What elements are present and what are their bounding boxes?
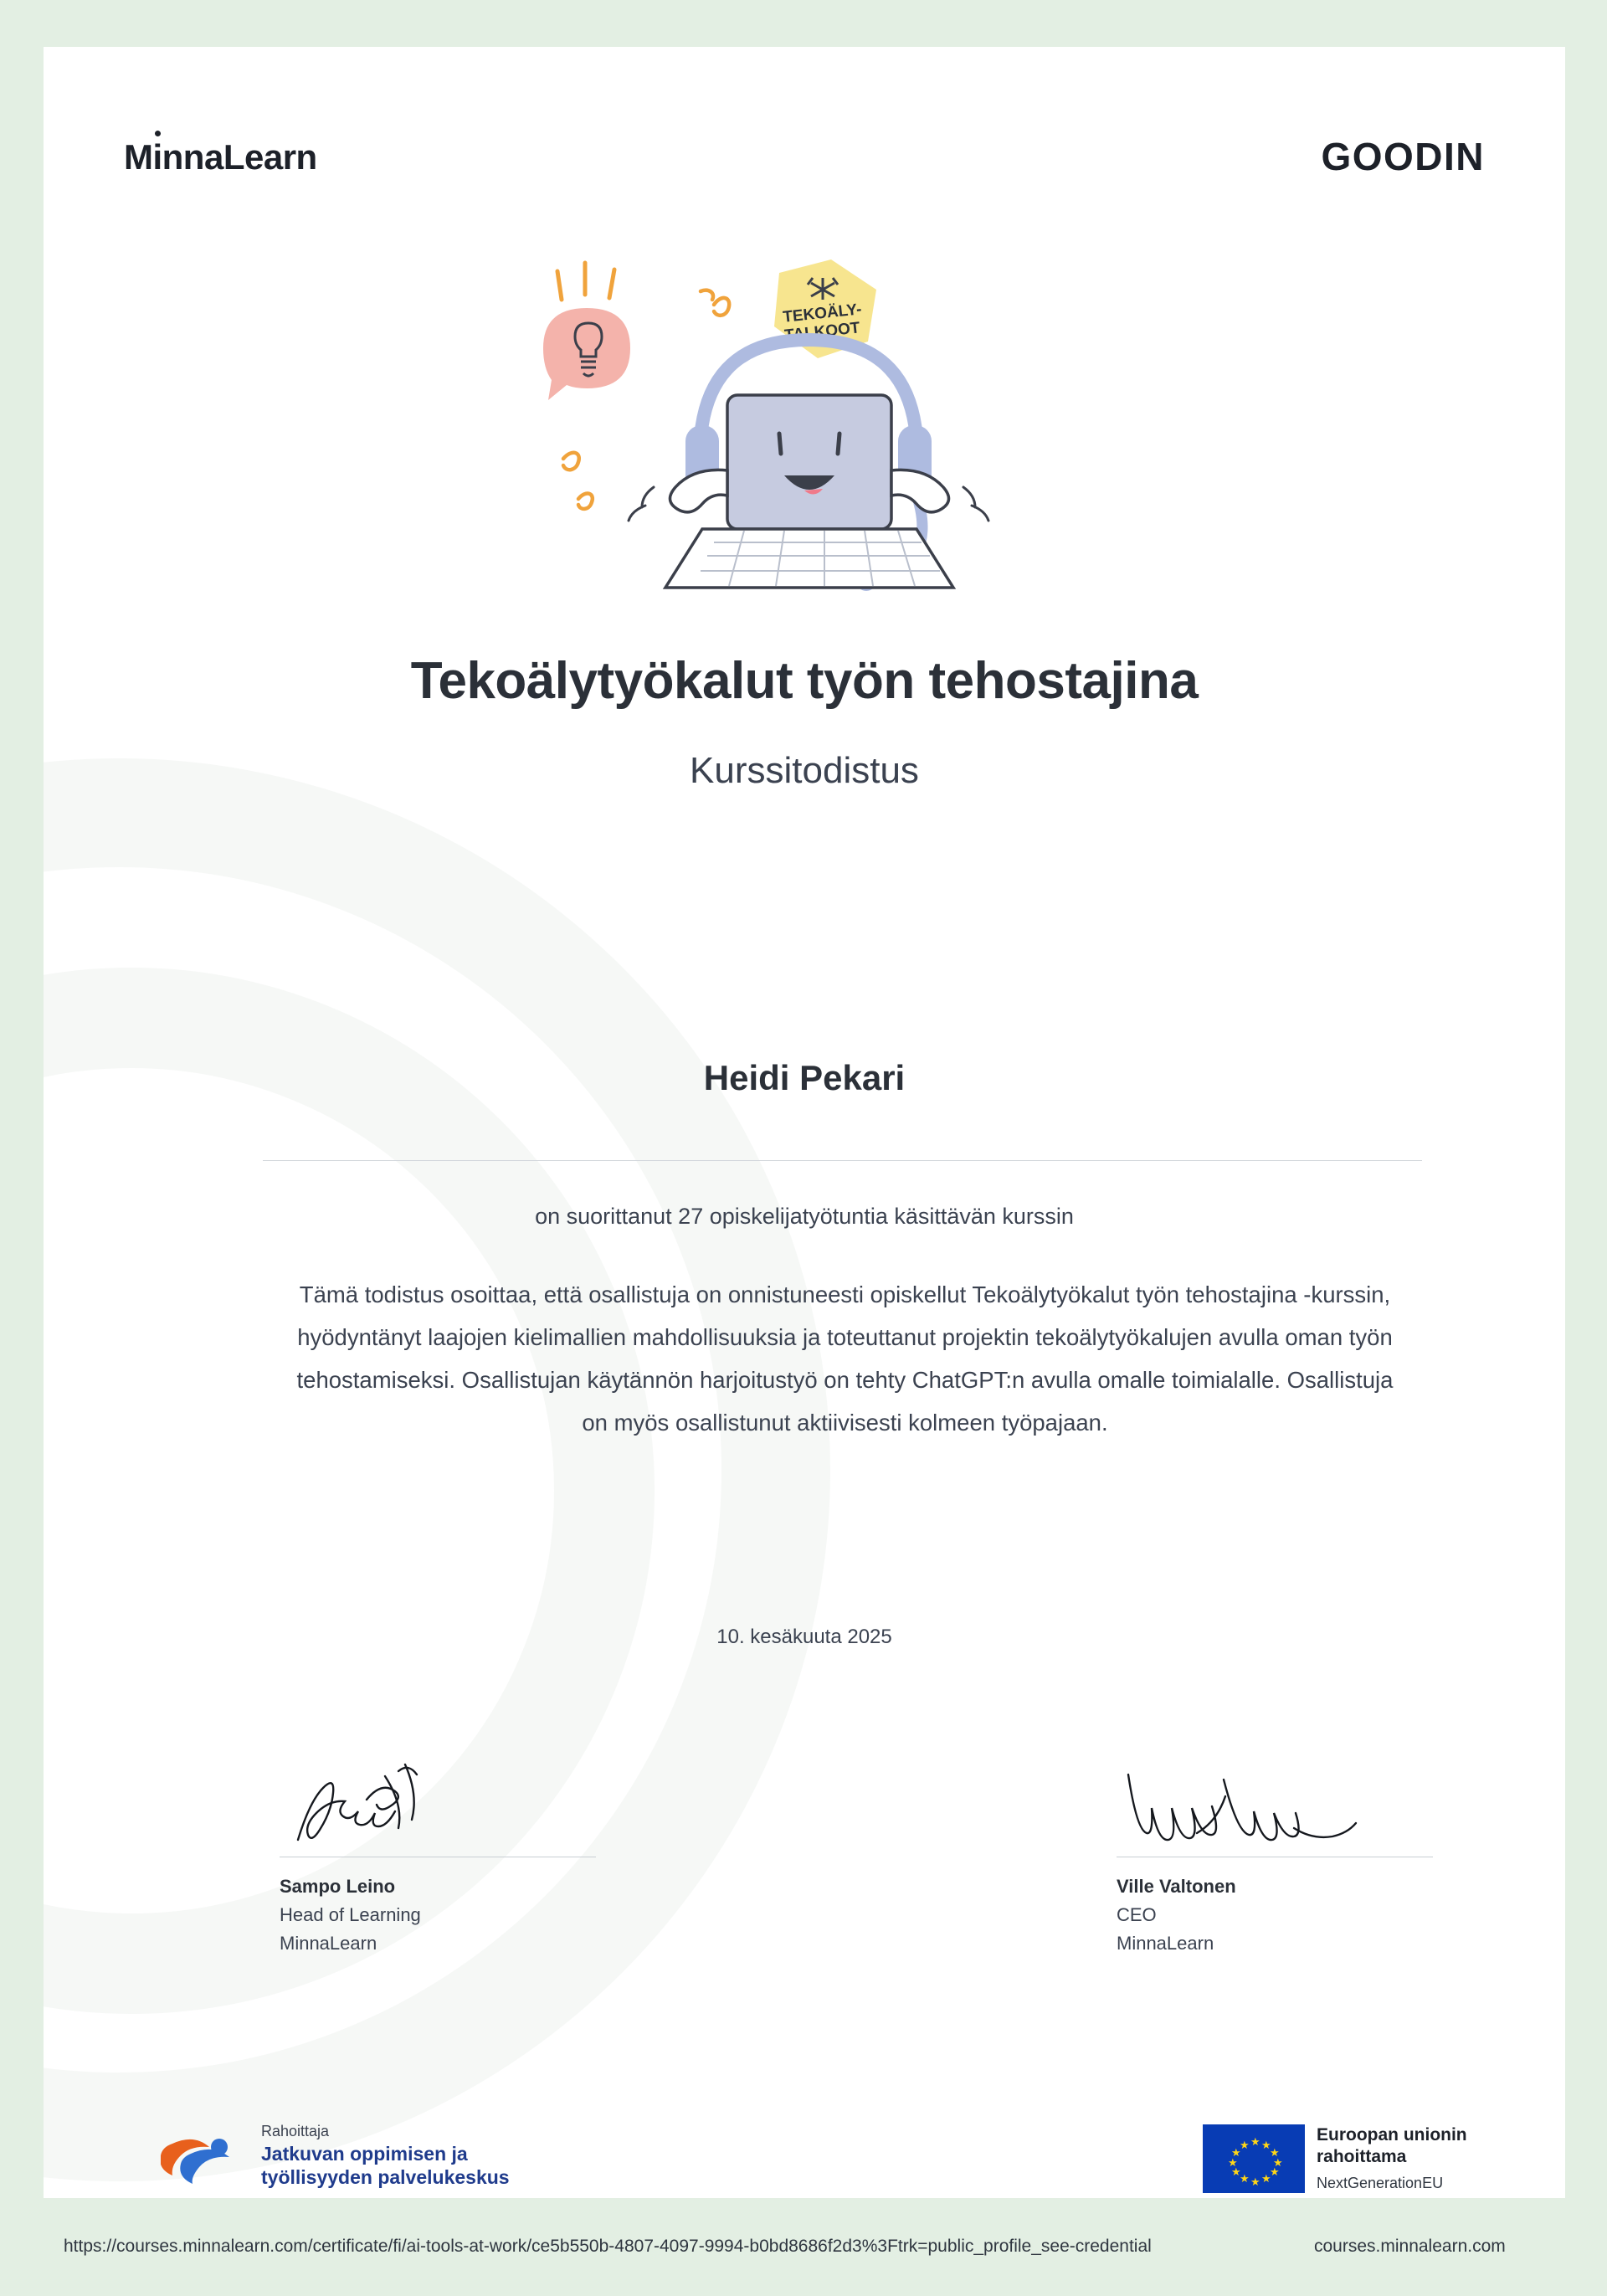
issue-date: 10. kesäkuuta 2025 <box>716 1626 892 1648</box>
funder-name-line-1: Jatkuvan oppimisen ja <box>261 2143 468 2165</box>
signatory-name-1: Sampo Leino <box>280 1876 396 1897</box>
funder-name-line-2: työllisyyden palvelukeskus <box>261 2166 510 2188</box>
course-illustration <box>528 248 1081 599</box>
signatory-role-1: Head of Learning <box>280 1904 421 1925</box>
certificate-type: Kurssitodistus <box>690 750 919 791</box>
recipient-name: Heidi Pekari <box>703 1058 906 1097</box>
goodin-logo: GOODIN <box>1321 135 1485 178</box>
print-footer-url: https://courses.minnalearn.com/certificate/fi/ai-tools-at-work/ce5b550b-4807-4097-9994-b0bd8686f2d3%3Ftrk=public_profile_see-credential <box>64 2237 1152 2256</box>
certificate-sheet <box>44 47 1565 2198</box>
signatory-name-2: Ville Valtonen <box>1117 1876 1236 1897</box>
signature-mark-2 <box>1117 1746 1393 1855</box>
signatory-role-2: CEO <box>1117 1904 1157 1925</box>
divider <box>263 1160 1422 1161</box>
funder-label: Rahoittaja <box>261 2123 330 2139</box>
eu-funding-block <box>1203 2124 1467 2193</box>
funder-logo-jotpa <box>161 2123 510 2189</box>
svg-text:TALKOOT: TALKOOT <box>783 319 861 345</box>
study-hours-line: on suorittanut 27 opiskelijatyötuntia käsittävän kurssin <box>535 1204 1074 1229</box>
minnalearn-logo <box>124 137 317 177</box>
print-footer-site: courses.minnalearn.com <box>1314 2237 1506 2256</box>
course-title: Tekoälytyökalut työn tehostajina <box>410 652 1199 710</box>
signatory-org-1: MinnaLearn <box>280 1933 377 1954</box>
eu-text-line-2: rahoittama <box>1317 2147 1407 2166</box>
signature-block-1 <box>280 1746 598 1958</box>
minnalearn-logo-dot <box>154 130 162 137</box>
signature-mark-1 <box>280 1746 556 1855</box>
eu-text-line-1: Euroopan unionin <box>1317 2125 1467 2144</box>
jotpa-mark-icon <box>161 2129 248 2184</box>
idea-bubble <box>543 308 630 400</box>
certificate-body-text: Tämä todistus osoittaa, että osallistuja on onnistuneesti opiskellut Tekoälytyökalut työn tehostajina -kurssin, hyödyntänyt laajojen kielimallien mahdollisuuksia ja toteuttanut projektin tekoälytyökalujen avulla oman työn tehostamiseksi. Osallistujan käytännön harjoitustyö on tehty ChatGPT:n avulla omalle toimialalle. Osallistuja on myös osallistunut aktiivisesti kolmeen työpajaan. <box>296 1282 1394 1436</box>
signature-block-2 <box>1117 1746 1435 1958</box>
signatory-org-2: MinnaLearn <box>1117 1933 1214 1954</box>
svg-text:TEKOÄLY-: TEKOÄLY- <box>782 300 863 326</box>
eu-flag-icon: ★ ★ ★ ★ ★ ★ ★ ★ ★ ★ ★ ★ <box>1203 2124 1305 2193</box>
eu-text-line-3: NextGenerationEU <box>1317 2175 1444 2191</box>
minnalearn-logo-text: MinnaLearn <box>124 137 317 177</box>
